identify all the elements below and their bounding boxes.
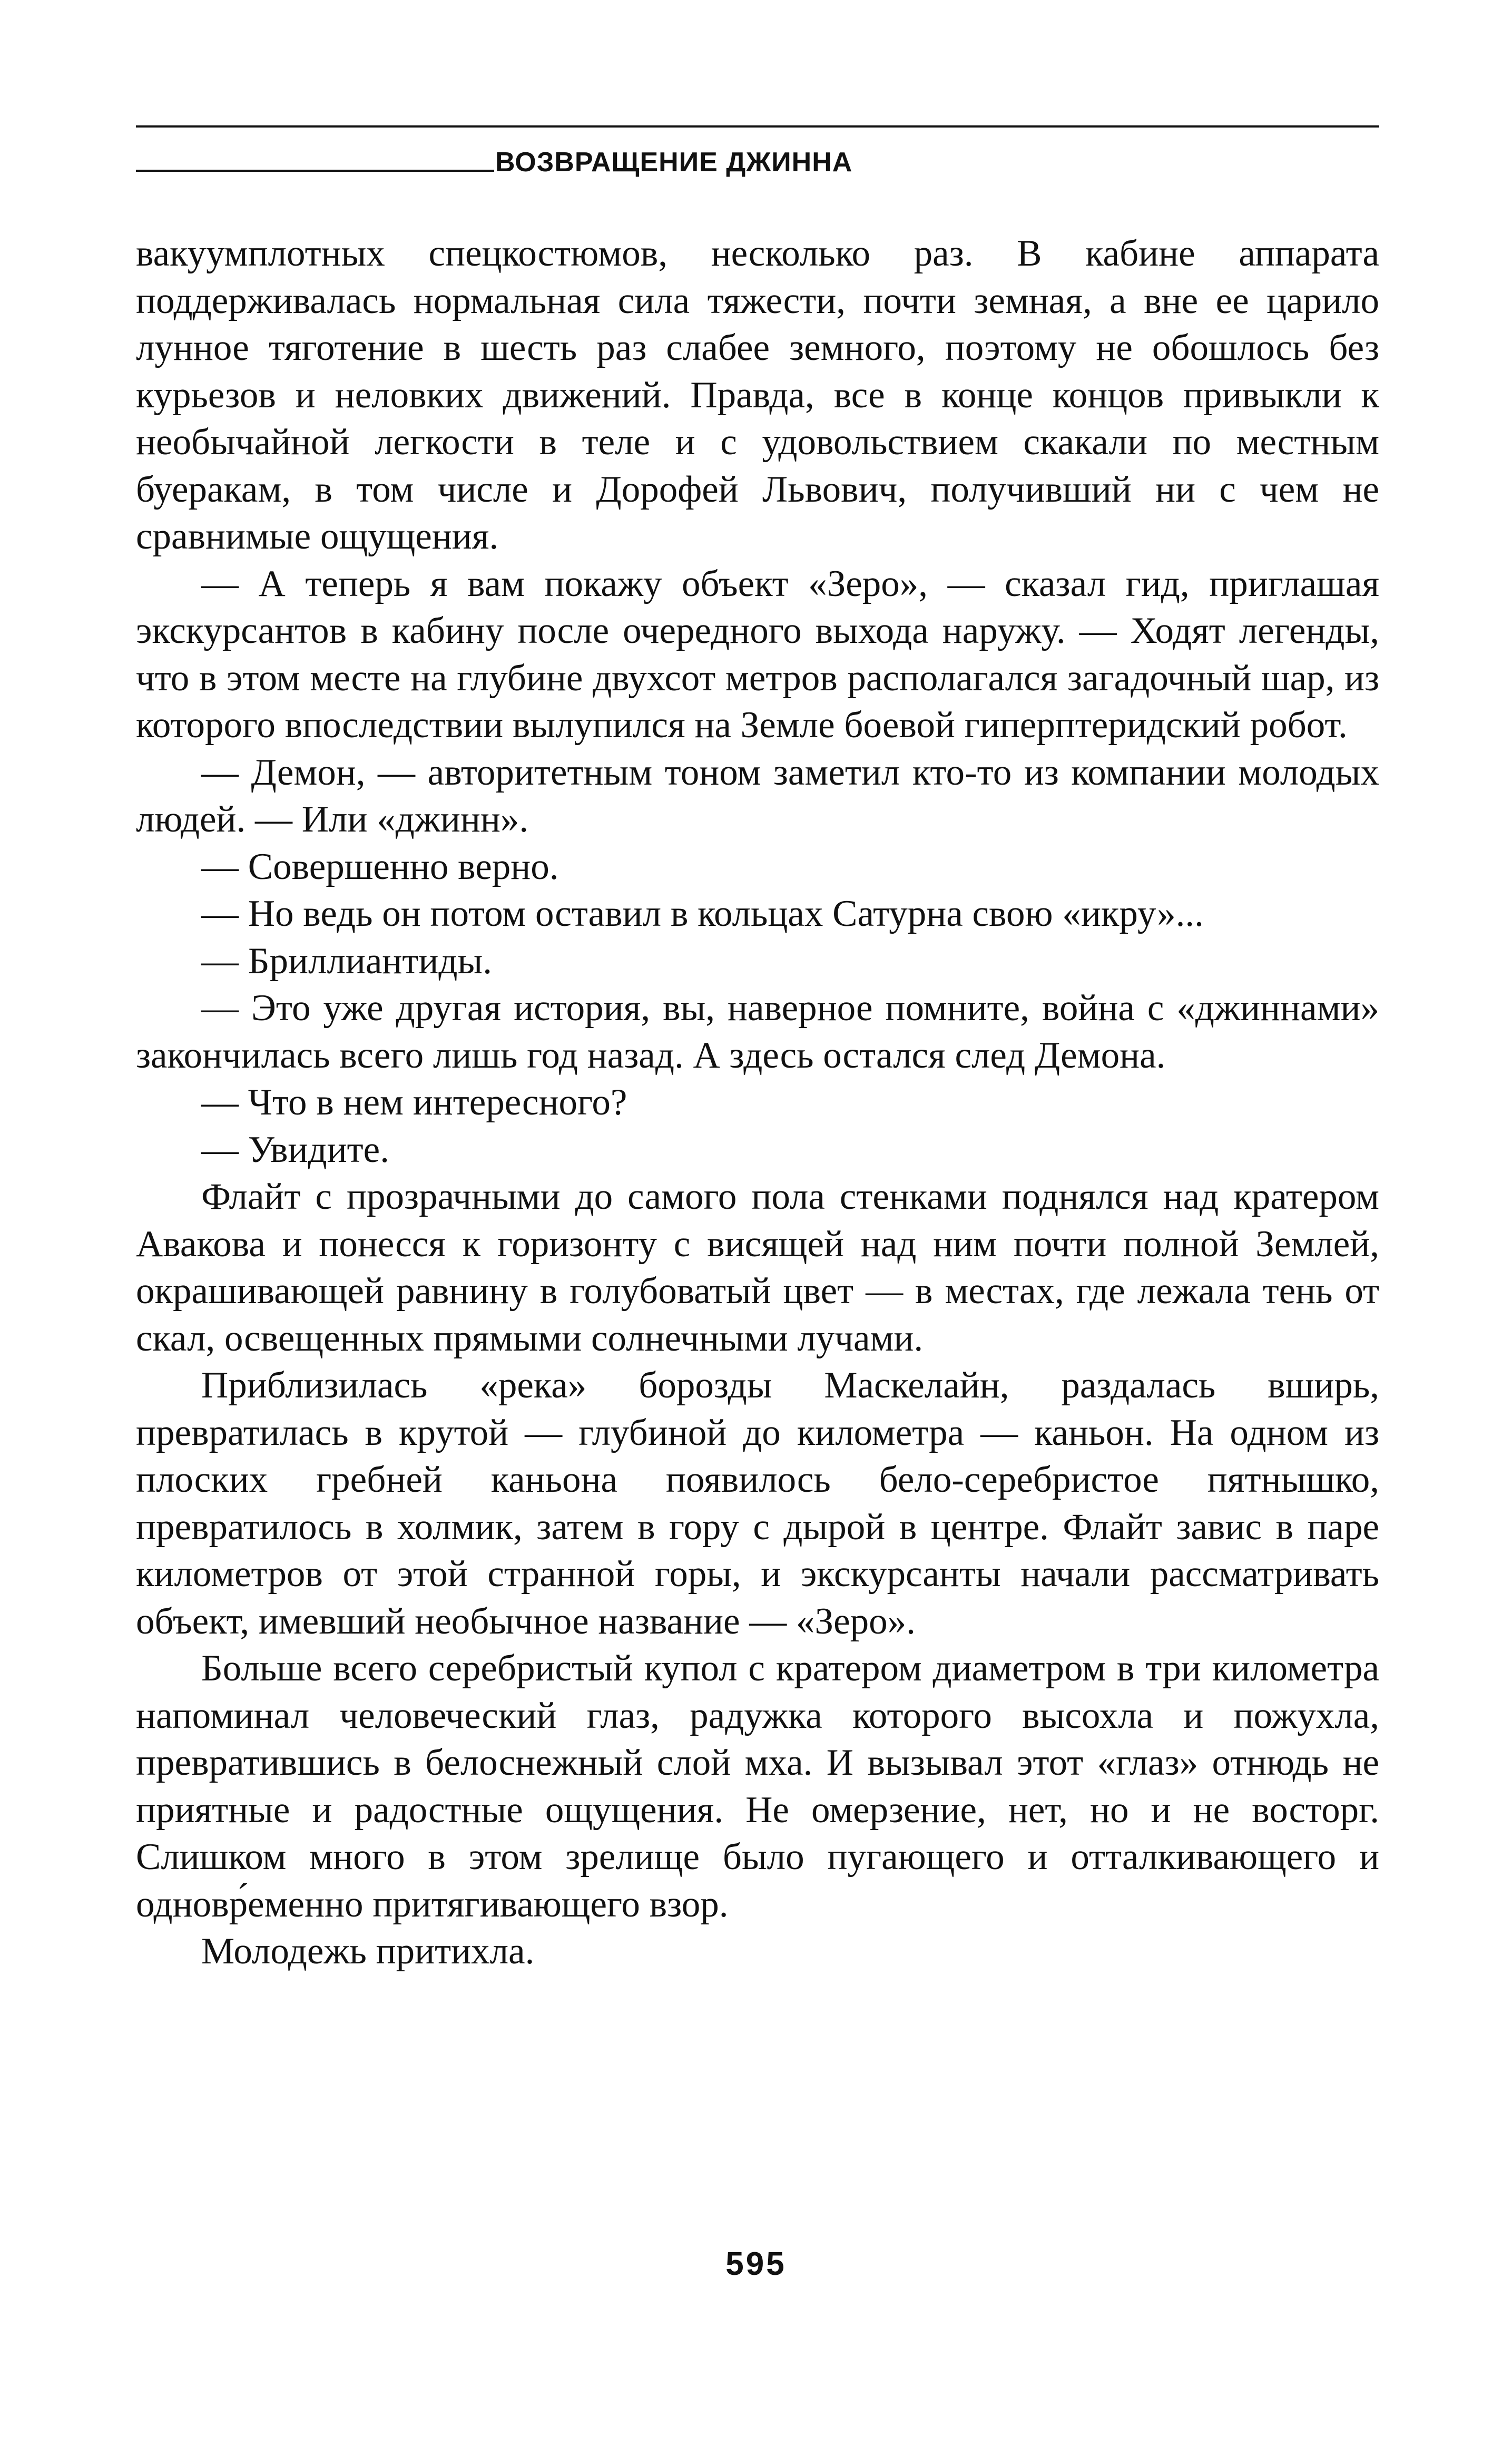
page-number: 595 [725,2246,787,2282]
body-text [136,230,1379,1976]
running-header [136,143,1379,180]
running-title: ВОЗВРАЩЕНИЕ ДЖИННА [495,147,853,178]
paragraph: Флайт с прозрачными до самого пола стенками поднялся над кратером Авакова и понесся к горизонту с висящей над ним почти полной Землей, окрашивающей равнину в голубоватый цвет — в местах, где лежала тень от скал, освещенных прямыми солнечными лучами. [136,1176,1379,1359]
header-leader-line [136,170,494,172]
paragraph: — Это уже другая история, вы, наверное помните, война с «джиннами» закончилась всего лишь год назад. А здесь остался след Демона. [136,987,1379,1076]
paragraph: — Но ведь он потом оставил в кольцах Сатурна свою «икру»... [201,893,1204,934]
header-top-rule [136,125,1379,128]
paragraph: Приблизилась «река» борозды Маскелайн, раздалась вширь, превратилась в крутой — глубиной до километра — каньон. На одном из плоских гребней каньона появилось бело-серебристое пятнышко, превратилось в холмик, затем в гору с дырой в центре. Флайт завис в паре километров от этой странной горы, и экскурсанты начали рассматривать объект, имевший необычное название — «Зеро». [136,1365,1379,1642]
paragraph: — Демон, — авторитетным тоном заметил кто-то из компании молодых людей. — Или «джинн». [136,751,1379,840]
paragraph: — Бриллиантиды. [201,940,492,982]
paragraph: — Увидите. [201,1129,389,1170]
paragraph: — А теперь я вам покажу объект «Зеро», — сказал гид, приглашая экскурсантов в кабину после очередного выхода наружу. — Ходят легенды, что в этом месте на глубине двухсот метров располагался загадочный шар, из которого впоследствии вылупился на Земле боевой гиперптеридский робот. [136,563,1379,746]
paragraph: — Что в нем интересного? [201,1082,627,1123]
paragraph: Больше всего серебристый купол с кратером диаметром в три километра напоминал человеческий глаз, радужка которого высохла и пожухла, превратившись в белоснежный слой мха. И вызывал этот «глаз» отнюдь не приятные и радостные ощущения. Не омерзение, нет, но и не восторг. Слишком много в этом зрелище было пугающего и отталкивающего и одновр́еменно притягивающего взор. [136,1648,1379,1925]
paragraph: вакуумплотных спецкостюмов, несколько раз. В кабине аппарата поддерживалась нормальная сила тяжести, почти земная, а вне ее царило лунное тяготение в шесть раз слабее земного, поэтому не обошлось без курьезов и неловких движений. Правда, все в конце концов привыкли к необычайной легкости в теле и с удовольствием скакали по местным буеракам, в том числе и Дорофей Львович, получивший ни с чем не сравнимые ощущения. [136,233,1379,557]
paragraph: Молодежь притихла. [201,1931,535,1972]
paragraph: — Совершенно верно. [201,846,559,887]
